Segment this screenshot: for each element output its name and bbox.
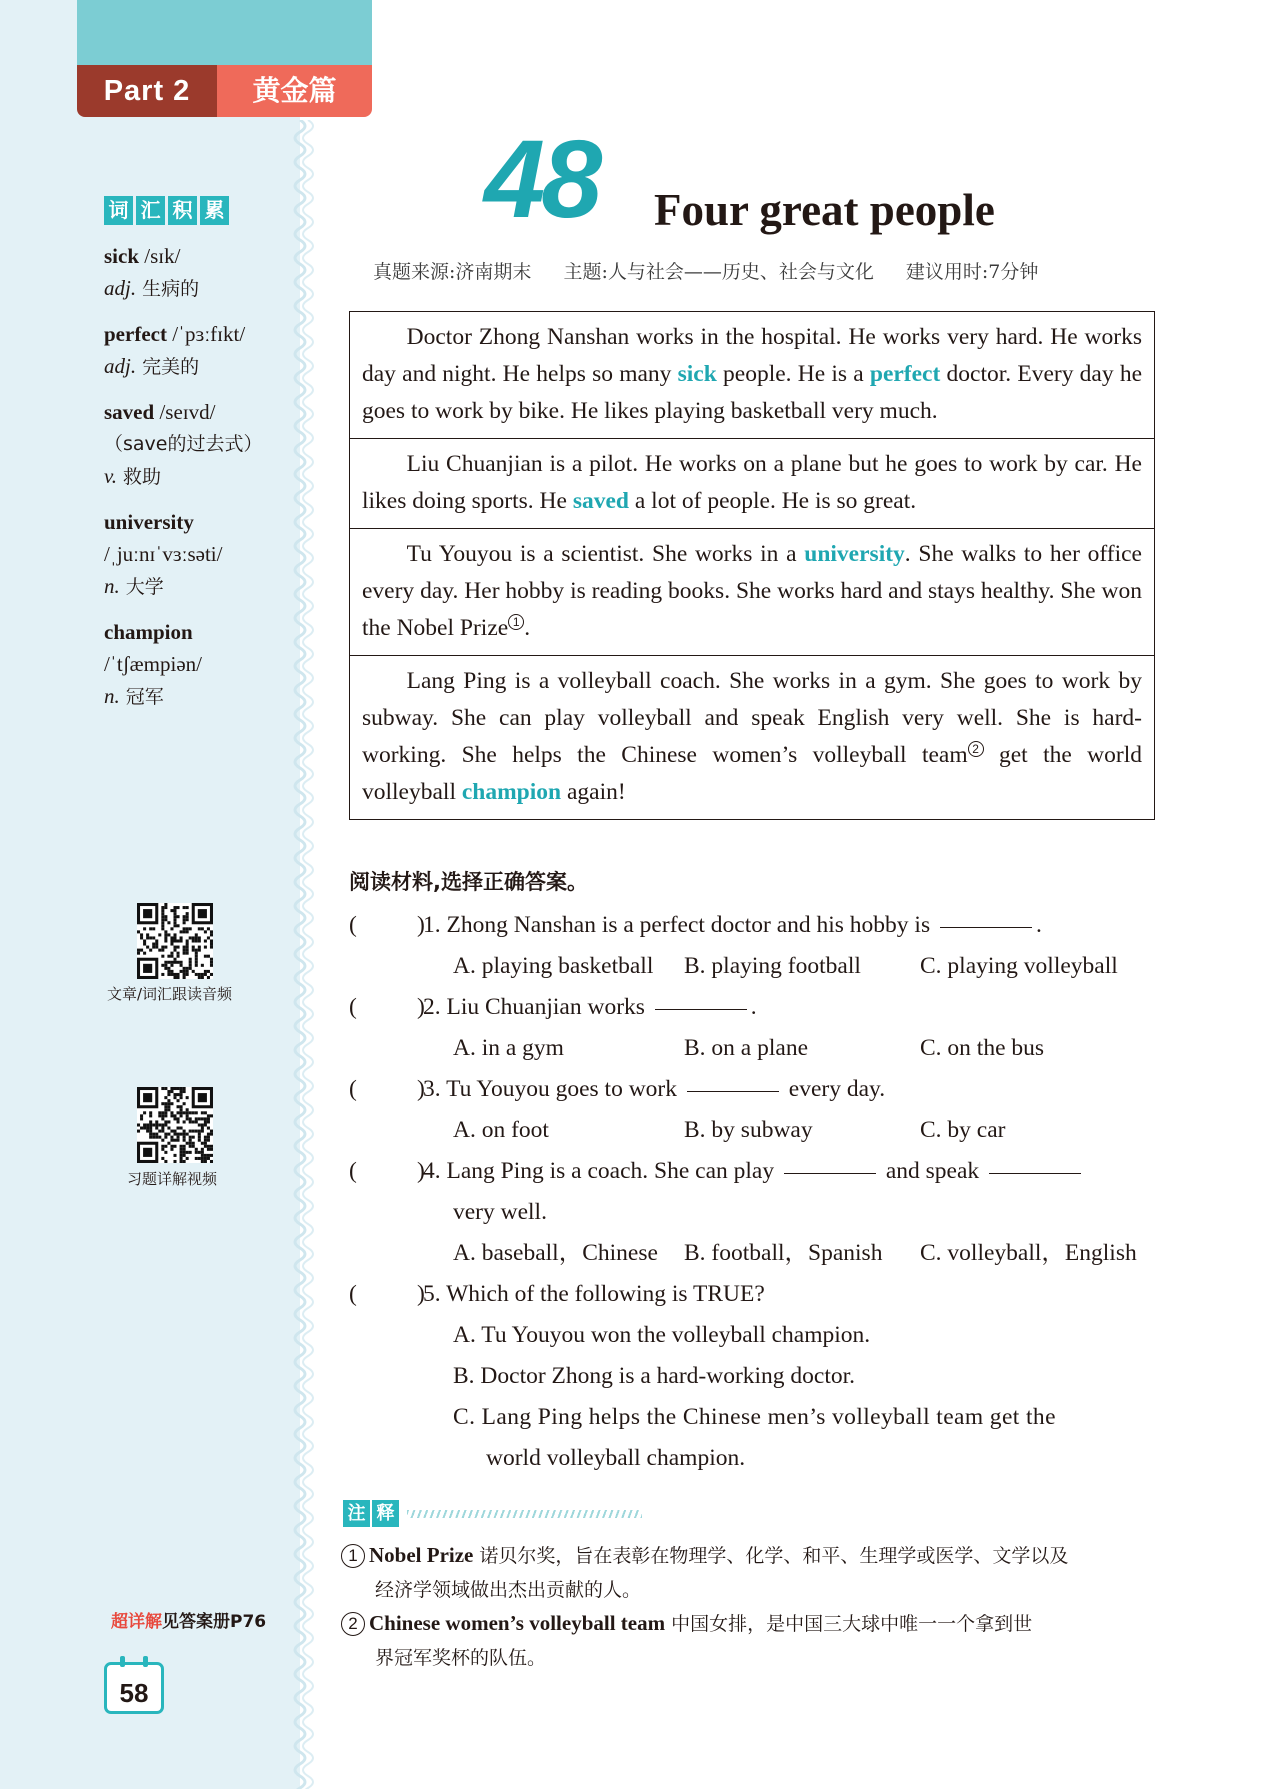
note-1 — [341, 1538, 1161, 1607]
options-1 — [349, 946, 1169, 987]
note-number: 1 — [341, 1544, 365, 1568]
unit-number: 48 — [484, 118, 599, 241]
page-title: Four great people — [654, 185, 995, 235]
vocab-pos: v. — [104, 464, 118, 488]
highlight-word: champion — [461, 779, 562, 805]
options-5b — [349, 1356, 1169, 1397]
vocab-meaning: 完美的 — [136, 356, 200, 378]
options-3 — [349, 1110, 1169, 1151]
text: Tu Youyou is a scientist. She works in a — [406, 541, 805, 567]
vocab-list — [104, 240, 294, 726]
vocab-meaning: 救助 — [117, 466, 162, 488]
vocab-phonetic: /ˌjuːnɪˈvɜːsəti/ — [104, 542, 223, 566]
paragraph-lang-ping — [350, 656, 1154, 819]
meta-time: 建议用时:7分钟 — [905, 261, 1039, 283]
answer-paren-close: ) — [417, 1281, 425, 1307]
question-text: 5. Which of the following is TRUE? — [423, 1281, 765, 1307]
page-number — [104, 1662, 164, 1714]
header-teal-block — [77, 0, 372, 65]
highlight-word: saved — [572, 488, 629, 514]
answer-ref-text: 见答案册P76 — [162, 1612, 267, 1632]
vocab-title-char: 累 — [200, 196, 229, 225]
option-c[interactable]: C. by car — [920, 1117, 1006, 1143]
vocab-title-char: 汇 — [136, 196, 165, 225]
note-term: Chinese women’s volleyball team — [369, 1611, 666, 1635]
questions — [349, 905, 1169, 1479]
vocab-entry-champion — [104, 616, 294, 713]
answer-paren-close: ) — [417, 1076, 425, 1102]
vocab-word: saved — [104, 400, 155, 424]
vocab-phonetic: /ˈtʃæmpiən/ — [104, 652, 202, 676]
question-1 — [349, 905, 1169, 946]
vocab-pos: adj. — [104, 354, 137, 378]
text: get the world volleyball — [362, 742, 1142, 805]
question-text: . — [750, 994, 757, 1020]
answer-blank[interactable] — [989, 1172, 1081, 1174]
footnote-marker: 1 — [508, 614, 524, 630]
vocab-entry-sick — [104, 240, 294, 305]
option-c[interactable]: C. playing volleyball — [920, 953, 1118, 979]
notes-title — [343, 1500, 642, 1527]
vocab-title-char: 积 — [168, 196, 197, 225]
question-text: 4. Lang Ping is a coach. She can play — [423, 1158, 780, 1184]
notes-title-char: 释 — [372, 1500, 399, 1527]
question-text: every day. — [782, 1076, 886, 1102]
note-desc-cont: 经济学领域做出杰出贡献的人。 — [375, 1579, 642, 1601]
note-number: 2 — [341, 1612, 365, 1636]
options-5c-cont — [349, 1438, 1169, 1479]
answer-blank[interactable] — [655, 1008, 747, 1010]
option-a[interactable]: A. Tu Youyou won the volleyball champion. — [453, 1322, 871, 1348]
question-5 — [349, 1274, 1169, 1315]
meta-theme: 主题:人与社会——历史、社会与文化 — [563, 261, 874, 283]
option-a[interactable]: A. on foot — [453, 1117, 549, 1143]
option-b[interactable]: B. football，Spanish — [684, 1240, 883, 1266]
option-c[interactable]: C. on the bus — [920, 1035, 1045, 1061]
note-desc-cont: 界冠军奖杯的队伍。 — [375, 1647, 547, 1669]
note-term: Nobel Prize — [369, 1543, 474, 1567]
vocab-note: （save的过去式） — [104, 433, 263, 455]
vocab-phonetic: /ˈpɜːfɪkt/ — [166, 322, 246, 346]
option-c-cont: world volleyball champion. — [486, 1445, 746, 1471]
highlight-word: perfect — [869, 361, 941, 387]
option-c[interactable]: C. volleyball，English — [920, 1240, 1137, 1266]
vocab-entry-perfect — [104, 318, 294, 383]
qr-code-video[interactable] — [137, 1087, 213, 1163]
highlight-word: university — [804, 541, 905, 567]
vocab-word: perfect — [104, 322, 167, 346]
text: Doctor Zhong Nanshan works in the hospital. He works very hard. He works day and night. He helps so many — [362, 324, 1142, 387]
question-text: very well. — [453, 1199, 547, 1225]
answer-reference — [111, 1607, 266, 1632]
text: Lang Ping is a volleyball coach. She works in a gym. She goes to work by subway. She can play volleyball and speak English very well. She is hard-working. She helps the Chinese women’s volleyball team — [362, 668, 1142, 768]
option-b[interactable]: B. on a plane — [684, 1035, 808, 1061]
answer-blank[interactable] — [784, 1172, 876, 1174]
vocab-phonetic: /seɪvd/ — [154, 400, 216, 424]
option-a[interactable]: A. playing basketball — [453, 953, 654, 979]
option-b[interactable]: B. Doctor Zhong is a hard-working doctor. — [453, 1363, 856, 1389]
answer-paren-open[interactable]: ( — [349, 1281, 357, 1307]
decorative-divider — [407, 1510, 642, 1518]
answer-paren-open[interactable]: ( — [349, 1076, 357, 1102]
answer-paren-open[interactable]: ( — [349, 1158, 357, 1184]
option-a[interactable]: A. baseball，Chinese — [453, 1240, 658, 1266]
notes-title-char: 注 — [343, 1500, 370, 1527]
vocab-pos: n. — [104, 574, 120, 598]
paragraph-tu-youyou — [350, 529, 1154, 656]
qr-code-audio[interactable] — [137, 903, 213, 979]
question-2 — [349, 987, 1169, 1028]
vocab-entry-university — [104, 506, 294, 603]
highlight-word: sick — [677, 361, 717, 387]
answer-paren-close: ) — [417, 994, 425, 1020]
vocab-word: champion — [104, 620, 193, 644]
paragraph-liu-chuanjian — [350, 439, 1154, 529]
question-text: 1. Zhong Nanshan is a perfect doctor and his hobby is — [423, 912, 936, 938]
part-label: Part 2 — [77, 65, 217, 117]
option-a[interactable]: A. in a gym — [453, 1035, 564, 1061]
text: . — [524, 615, 531, 641]
calendar-ring-icon — [120, 1656, 125, 1667]
part-name: 黄金篇 — [217, 65, 372, 117]
answer-blank[interactable] — [940, 926, 1032, 928]
options-4 — [349, 1233, 1169, 1274]
question-text: . — [1035, 912, 1042, 938]
vocab-entry-saved — [104, 396, 294, 493]
note-desc: 诺贝尔奖，旨在表彰在物理学、化学、和平、生理学或医学、文学以及 — [473, 1545, 1069, 1567]
answer-paren-open[interactable]: ( — [349, 994, 357, 1020]
option-c[interactable]: C. Lang Ping helps the Chinese men’s volleyball team get the — [453, 1404, 1056, 1430]
question-4-cont — [349, 1192, 1169, 1233]
options-2 — [349, 1028, 1169, 1069]
qr-code-icon — [137, 1087, 213, 1163]
vocab-word: university — [104, 510, 194, 534]
vocab-pos: adj. — [104, 276, 137, 300]
text: . She walks to her office every day. Her hobby is reading books. She works hard and stays healthy. She won the Nobel Prize — [362, 541, 1142, 641]
text: a lot of people. He is so great. — [629, 488, 917, 514]
footnote-marker: 2 — [968, 741, 984, 757]
answer-paren-open[interactable]: ( — [349, 912, 357, 938]
vocab-pos: n. — [104, 684, 120, 708]
question-text: and speak — [879, 1158, 986, 1184]
options-5c — [349, 1397, 1169, 1438]
instruction: 阅读材料,选择正确答案。 — [349, 870, 588, 894]
wave-border — [292, 120, 322, 1789]
vocab-meaning: 冠军 — [119, 686, 164, 708]
vocab-word: sick — [104, 244, 140, 268]
question-text: 2. Liu Chuanjian works — [423, 994, 651, 1020]
text: doctor. Every day he goes to work by bike. He likes playing basketball very much. — [362, 361, 1142, 424]
text: Liu Chuanjian is a pilot. He works on a plane but he goes to work by car. He likes doing sports. He — [362, 451, 1142, 514]
question-4 — [349, 1151, 1169, 1192]
note-2 — [341, 1606, 1161, 1675]
answer-paren-close: ) — [417, 912, 425, 938]
vocab-meaning: 生病的 — [136, 278, 200, 300]
meta-source: 真题来源:济南期末 — [373, 261, 532, 283]
question-3 — [349, 1069, 1169, 1110]
meta-info — [373, 257, 1064, 284]
option-b[interactable]: B. playing football — [684, 953, 861, 979]
paragraph-zhong-nanshan — [350, 312, 1154, 439]
question-text: 3. Tu Youyou goes to work — [423, 1076, 683, 1102]
option-b[interactable]: B. by subway — [684, 1117, 813, 1143]
text: again! — [561, 779, 626, 805]
calendar-ring-icon — [143, 1656, 148, 1667]
vocab-phonetic: /sɪk/ — [139, 244, 181, 268]
text: people. He is a — [716, 361, 870, 387]
vocab-title — [104, 196, 229, 225]
note-desc: 中国女排，是中国三大球中唯一一个拿到世 — [665, 1613, 1033, 1635]
qr-code-icon — [137, 903, 213, 979]
page-number-text: 58 — [119, 1678, 149, 1708]
qr-caption-audio: 文章/词汇跟读音频 — [107, 985, 233, 1003]
answer-blank[interactable] — [687, 1090, 779, 1092]
answer-ref-highlight: 超详解 — [111, 1612, 162, 1632]
qr-caption-video: 习题详解视频 — [127, 1170, 218, 1188]
answer-paren-close: ) — [417, 1158, 425, 1184]
vocab-title-char: 词 — [104, 196, 133, 225]
options-5a — [349, 1315, 1169, 1356]
vocab-meaning: 大学 — [119, 576, 164, 598]
reading-passage — [349, 311, 1155, 820]
